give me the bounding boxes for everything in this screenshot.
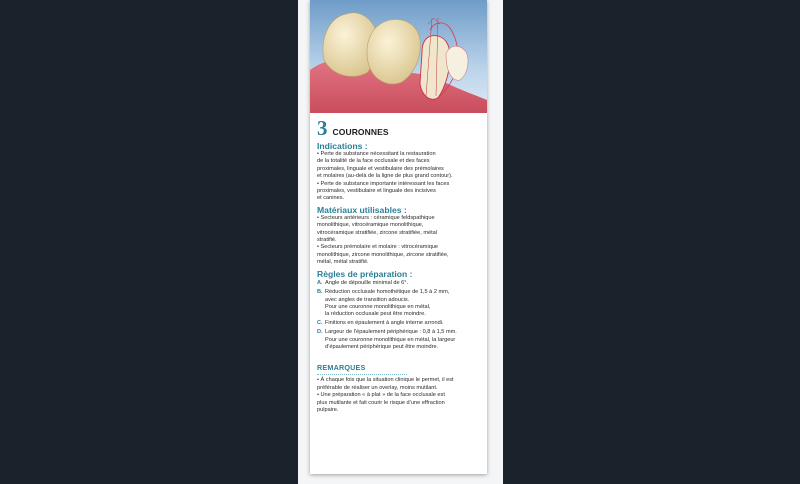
rule-letter: B.: [317, 289, 323, 296]
chapter-number: 3: [317, 116, 328, 140]
right-dark-margin: [503, 0, 800, 484]
indications-heading: Indications :: [317, 141, 368, 151]
remarks-heading: REMARQUES: [317, 363, 407, 375]
dental-crown-preparation-illustration: [310, 0, 487, 113]
materials-heading: Matériaux utilisables :: [317, 204, 407, 215]
rules-heading: Règles de préparation :: [317, 268, 413, 279]
rule-text: Finitions en épaulement à angle interne arrondi.: [325, 320, 444, 327]
rule-letter: D.: [317, 329, 323, 336]
document-card: [310, 0, 487, 474]
rule-item-d: [317, 329, 481, 351]
chapter-title: COURONNES: [332, 127, 389, 137]
rule-item-a: [317, 280, 481, 287]
content-area: [317, 117, 481, 414]
rule-text: Réduction occlusale homothétique de 1,5 à 2 mm, avec angles de transition adoucis. Pour une couronne monolithique en métal, la réduction occlusale peut être moindre.: [325, 289, 450, 318]
left-dark-margin: [0, 0, 298, 484]
materials-text: • Secteurs antérieurs : céramique feldspathique monolithique, vitrocéramique monolithique, vitrocéramique stratifiée, zircone stratifiée, métal stratifié. • Secteurs prémolaire et molaire : vitrocéramique monolithique, zircone monolithique, zircone stratifiée, métal, métal stratifié.: [317, 214, 449, 266]
remarks-text: • À chaque fois que la situation clinique le permet, il est préférable de réaliser un overlay, moins mutilant. • Une préparation « à plat » de la face occlusale est plus mutilante et fait courir le risque d’une effraction pulpaire.: [317, 377, 454, 413]
rule-letter: A.: [317, 280, 323, 287]
rule-item-c: [317, 320, 481, 327]
rule-text: Angle de dépouille minimal de 6°.: [325, 280, 409, 287]
indications-text: • Perte de substance nécessitant la restauration de la totalité de la face occlusale et des faces proximales, linguale et vestibulaire des prémolaires et molaires (au-delà de la ligne de plus grand contour). • Perte de substance importante intéressant les faces proximales, vestibulaire et linguale des incisives et canines.: [317, 151, 453, 202]
rule-text: Largeur de l’épaulement périphérique : 0,8 à 1,5 mm. Pour une couronne monolithique en métal, la largeur d’épaulement périphérique peut être moindre.: [325, 329, 457, 350]
rule-letter: C.: [317, 320, 323, 327]
rules-list: [317, 280, 481, 351]
rule-item-b: [317, 289, 481, 319]
chapter-header: [317, 117, 481, 139]
